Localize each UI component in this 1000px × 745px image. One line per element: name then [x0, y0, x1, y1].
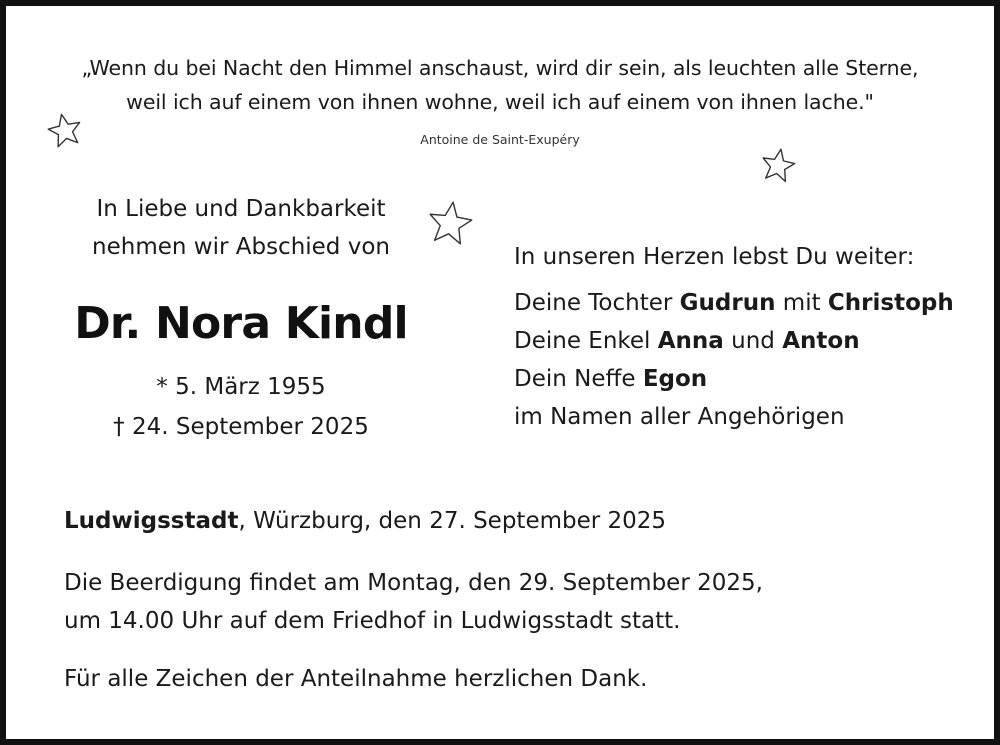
- deceased-name: Dr. Nora Kindl: [74, 298, 408, 349]
- mourners-heading: In unseren Herzen lebst Du weiter:: [514, 244, 915, 270]
- grandchild-name: Anna: [657, 328, 724, 354]
- daughter-partner: Christoph: [827, 290, 954, 316]
- place-date-rest: , Würzburg, den 27. September 2025: [238, 508, 667, 534]
- place-date-line: [64, 508, 666, 534]
- intro-line-2: nehmen wir Abschied von: [92, 234, 390, 260]
- mourner-daughter: [514, 290, 954, 316]
- grandchild-name: Anton: [782, 328, 860, 354]
- place-name: Ludwigsstadt: [64, 508, 239, 534]
- quote-line-1: „Wenn du bei Nacht den Himmel anschaust, wird dir sein, als leuchten alle Sterne,: [81, 56, 919, 80]
- quote-line-2: weil ich auf einem von ihnen wohne, weil ich auf einem von ihnen lache.": [126, 90, 874, 114]
- birth-date: * 5. März 1955: [156, 374, 326, 400]
- daughter-name: Gudrun: [679, 290, 776, 316]
- thanks-line: Für alle Zeichen der Anteilnahme herzlichen Dank.: [64, 666, 648, 692]
- intro-line-1: In Liebe und Dankbarkeit: [96, 196, 386, 222]
- mourner-nephew: [514, 366, 707, 392]
- daughter-with: mit: [775, 290, 828, 316]
- star-outline-icon: [758, 146, 798, 186]
- quote-author: Antoine de Saint-Exupéry: [420, 132, 580, 147]
- death-date: † 24. September 2025: [113, 414, 369, 440]
- nephew-name: Egon: [642, 366, 708, 392]
- mourner-relatives: im Namen aller Angehörigen: [514, 404, 845, 430]
- nephew-prefix: Dein Neffe: [514, 366, 643, 392]
- grandchildren-and: und: [723, 328, 783, 354]
- mourner-grandchildren: [514, 328, 860, 354]
- daughter-prefix: Deine Tochter: [514, 290, 680, 316]
- funeral-line-2: um 14.00 Uhr auf dem Friedhof in Ludwigsstadt statt.: [64, 608, 681, 634]
- funeral-line-1: Die Beerdigung findet am Montag, den 29. September 2025,: [64, 570, 763, 596]
- grandchildren-prefix: Deine Enkel: [514, 328, 658, 354]
- star-outline-icon: [46, 112, 84, 150]
